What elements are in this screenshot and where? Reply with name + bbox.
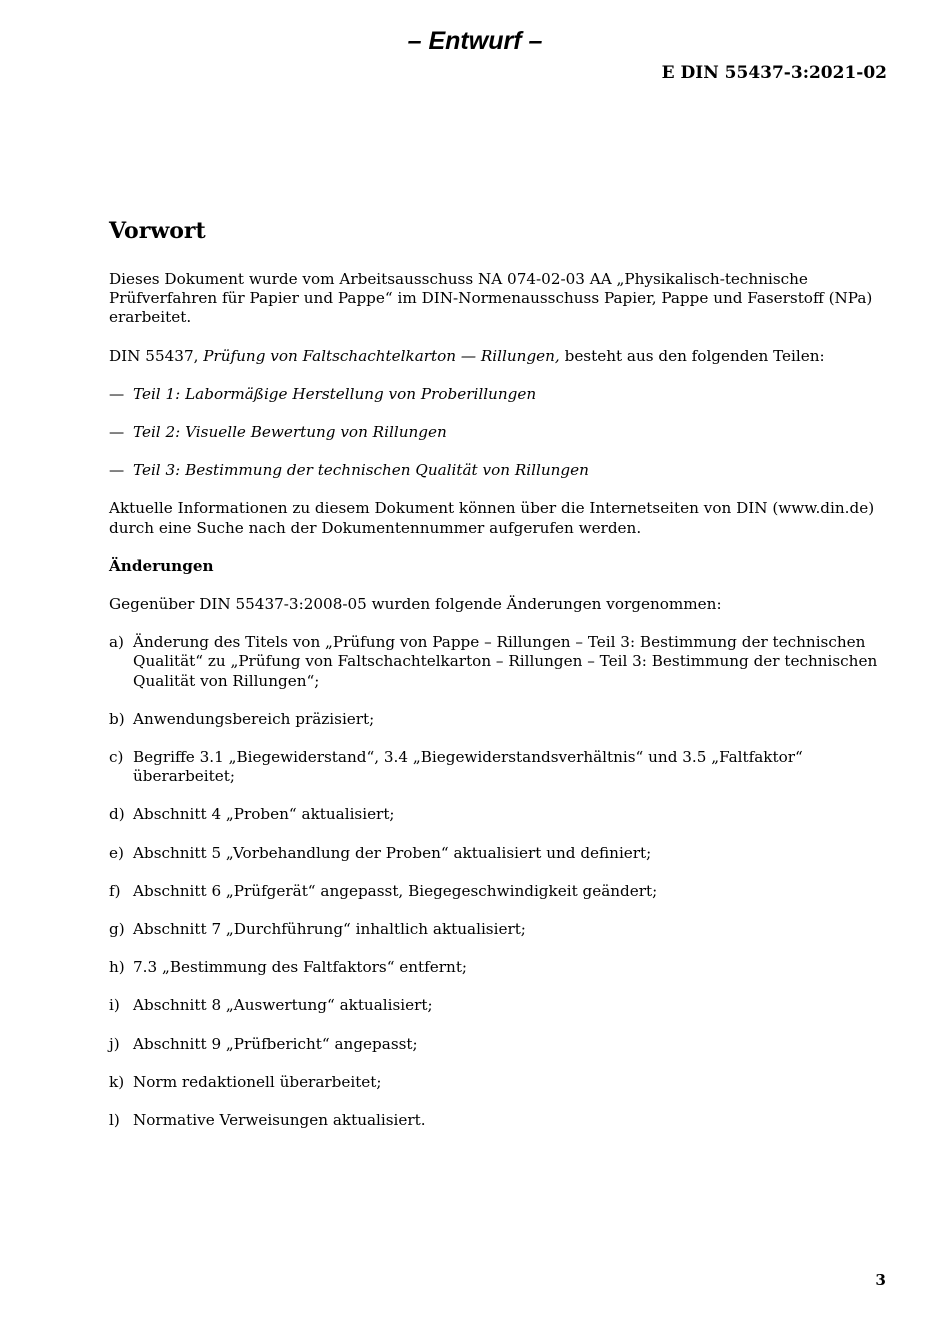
change-text: Abschnitt 9 „Prüfbericht“ angepasst; [133, 1034, 418, 1053]
dash-bullet: — [109, 384, 125, 403]
change-item [109, 805, 889, 824]
document-id: E DIN 55437-3:2021-02 [661, 63, 887, 83]
parts-prefix: DIN 55437, [109, 346, 204, 365]
dash-bullet: — [109, 461, 125, 480]
change-item [109, 1035, 889, 1054]
change-letter: i) [109, 996, 120, 1015]
change-item [109, 748, 889, 786]
change-item [109, 633, 889, 691]
change-item [109, 710, 889, 729]
change-text: Änderung des Titels von „Prüfung von Pappe – Rillungen – Teil 3: Bestimmung der technischen Qualität“ zu „Prüfung von Faltschachtelkarton – Rillungen – Teil 3: Bestimmung der technischen Qualität von Rillungen“; [133, 633, 878, 690]
change-letter: j) [109, 1034, 120, 1053]
foreword-title: Vorwort [109, 218, 206, 244]
change-text: Abschnitt 8 „Auswertung“ aktualisiert; [133, 996, 433, 1015]
part-title: Teil 1: Labormäßige Herstellung von Proberillungen [133, 384, 537, 403]
parts-suffix: besteht aus den folgenden Teilen: [559, 346, 825, 365]
change-item [109, 920, 889, 939]
change-text: Abschnitt 5 „Vorbehandlung der Proben“ aktualisiert und definiert; [133, 843, 652, 862]
part-list-item [109, 385, 889, 404]
change-text: Abschnitt 4 „Proben“ aktualisiert; [133, 805, 395, 824]
page-number: 3 [875, 1271, 886, 1289]
change-text: 7.3 „Bestimmung des Faltfaktors“ entfernt; [133, 958, 468, 977]
change-letter: k) [109, 1072, 125, 1091]
change-text: Abschnitt 7 „Durchführung“ inhaltlich aktualisiert; [133, 920, 526, 939]
change-letter: f) [109, 881, 121, 900]
change-text: Norm redaktionell überarbeitet; [133, 1072, 382, 1091]
change-item [109, 996, 889, 1015]
changes-intro: Gegenüber DIN 55437-3:2008-05 wurden folgende Änderungen vorgenommen: [109, 595, 722, 614]
parts-sentence [109, 347, 889, 366]
change-letter: g) [109, 920, 125, 939]
change-text: Normative Verweisungen aktualisiert. [133, 1111, 426, 1130]
change-item [109, 882, 889, 901]
change-letter: h) [109, 958, 125, 977]
change-item [109, 844, 889, 863]
page-content [109, 215, 889, 1149]
change-item [109, 1111, 889, 1130]
part-title: Teil 3: Bestimmung der technischen Qualität von Rillungen [133, 461, 589, 480]
dash-bullet: — [109, 423, 125, 442]
change-letter: a) [109, 633, 124, 652]
info-paragraph: Aktuelle Informationen zu diesem Dokument können über die Internetseiten von DIN (www.din.de) durch eine Suche nach der Dokumentennummer aufgerufen werden. [109, 499, 875, 537]
changes-heading: Änderungen [109, 556, 214, 575]
change-letter: e) [109, 843, 124, 862]
part-list-item [109, 461, 889, 480]
change-text: Begriffe 3.1 „Biegewiderstand“, 3.4 „Biegewiderstandsverhältnis“ und 3.5 „Faltfaktor“ überarbeitet; [133, 748, 803, 786]
part-title: Teil 2: Visuelle Bewertung von Rillungen [133, 423, 447, 442]
draft-label: – Entwurf – [407, 27, 543, 55]
foreword-intro: Dieses Dokument wurde vom Arbeitsausschuss NA 074-02-03 AA „Physikalisch-technische Prüfverfahren für Papier und Pappe“ im DIN-Normenausschuss Papier, Pappe und Faserstoff (NPa) erarbeitet. [109, 270, 873, 327]
change-letter: c) [109, 748, 124, 767]
change-item [109, 1073, 889, 1092]
change-text: Abschnitt 6 „Prüfgerät“ angepasst, Biegegeschwindigkeit geändert; [133, 881, 658, 900]
part-list-item [109, 423, 889, 442]
change-text: Anwendungsbereich präzisiert; [133, 709, 375, 728]
change-item [109, 958, 889, 977]
change-letter: l) [109, 1111, 120, 1130]
change-letter: d) [109, 805, 125, 824]
change-letter: b) [109, 709, 125, 728]
parts-title: Prüfung von Faltschachtelkarton — Rillungen, [203, 346, 560, 365]
